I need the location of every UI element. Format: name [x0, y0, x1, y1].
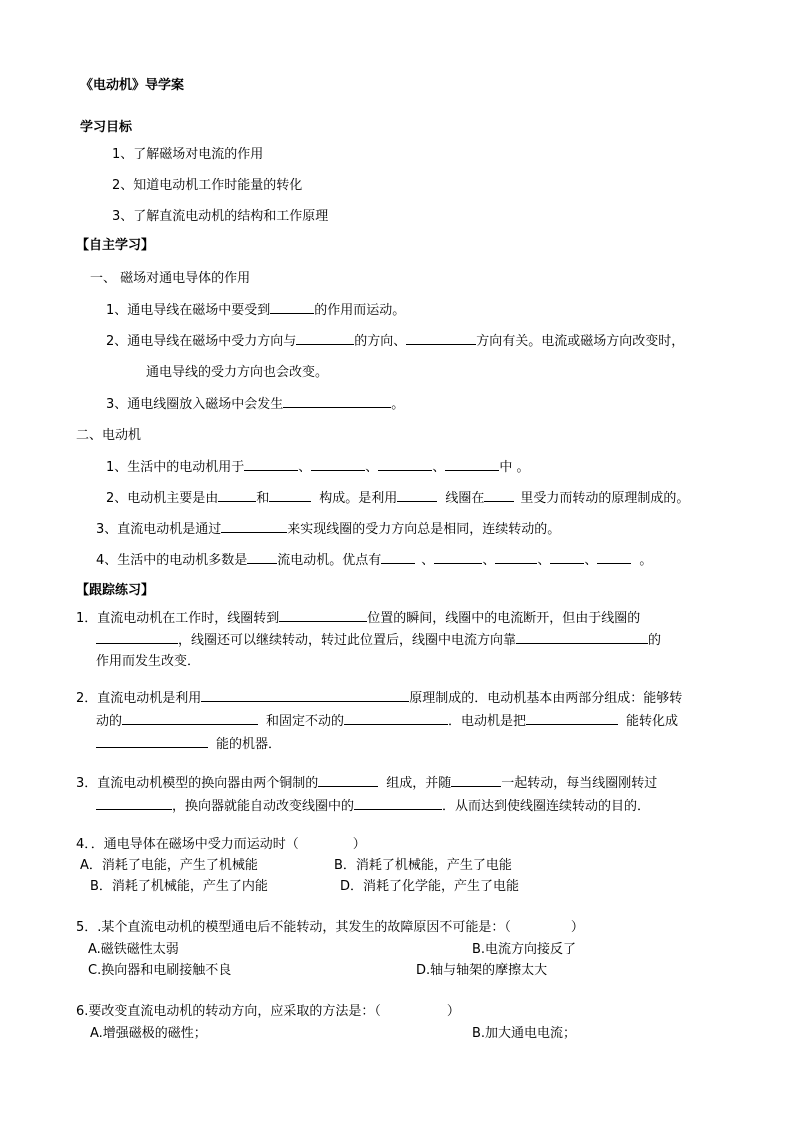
- practice-4-option-d[interactable]: D．消耗了化学能，产生了电能: [340, 879, 520, 894]
- answer-blank[interactable]: [96, 797, 172, 810]
- practice-3-line-2: ，换向器就能自动改变线圈中的 ．从而达到使线圈连续转动的目的．: [96, 797, 650, 816]
- practice-2-line-1: 2．直流电动机是利用 原理制成的．电动机基本由两部分组成：能够转: [76, 691, 683, 706]
- practice-6-option-b[interactable]: B.加大通电电流；: [472, 1026, 577, 1041]
- answer-blank[interactable]: [445, 458, 499, 471]
- answer-blank[interactable]: [516, 631, 648, 644]
- answer-blank[interactable]: [221, 520, 287, 533]
- objective-item: 1、了解磁场对电流的作用: [112, 147, 264, 162]
- practice-1-line-2: ，线圈还可以继续转动，转过此位置后，线圈中电流方向靠 的: [96, 631, 661, 650]
- answer-blank[interactable]: [244, 458, 298, 471]
- answer-blank[interactable]: [283, 395, 391, 408]
- practice-1-line-1: 1．直流电动机在工作时，线圈转到 位置的瞬间，线圈中的电流断开，但由于线圈的: [76, 611, 641, 626]
- answer-blank[interactable]: [269, 489, 311, 502]
- answer-blank[interactable]: [270, 301, 314, 314]
- practice-heading: 【跟踪练习】: [76, 583, 155, 598]
- practice-2-line-3: 能的机器．: [96, 735, 281, 754]
- answer-blank[interactable]: [344, 712, 448, 725]
- answer-blank[interactable]: [597, 551, 631, 564]
- answer-blank[interactable]: [296, 332, 354, 345]
- practice-4-option-a[interactable]: A．消耗了电能，产生了机械能: [80, 858, 258, 873]
- answer-blank[interactable]: [318, 774, 378, 787]
- s1-question-2: 2、通电导线在磁场中受力方向与 的方向、 方向有关。电流或磁场方向改变时，: [106, 334, 685, 349]
- practice-6-question: 6.要改变直流电动机的转动方向，应采取的方法是：（ ）: [76, 1004, 460, 1019]
- answer-blank[interactable]: [550, 551, 584, 564]
- self-study-heading: 【自主学习】: [76, 238, 155, 253]
- s2-question-3: 3、直流电动机是通过 来实现线圈的受力方向总是相同，连续转动的。: [96, 522, 561, 537]
- practice-3-line-1: 3．直流电动机模型的换向器由两个铜制的 组成，并随 一起转动，每当线圈刚转过: [76, 776, 658, 791]
- answer-blank[interactable]: [311, 458, 365, 471]
- s2-question-1: 1、生活中的电动机用于 、 、 、 中 。: [106, 460, 530, 475]
- answer-blank[interactable]: [378, 458, 432, 471]
- practice-1-line-3: 作用而发生改变．: [96, 654, 201, 669]
- answer-blank[interactable]: [406, 332, 476, 345]
- objective-item: 3、了解直流电动机的结构和工作原理: [112, 209, 329, 224]
- answer-blank[interactable]: [201, 689, 409, 702]
- s2-question-2: 2、电动机主要是由 和 构成。是利用 线圈在 里受力而转动的原理制成的。: [106, 491, 690, 506]
- answer-blank[interactable]: [96, 631, 178, 644]
- answer-blank[interactable]: [484, 489, 514, 502]
- practice-2-line-2: 动的 和固定不动的 ．电动机是把 能转化成: [96, 714, 679, 729]
- objectives-heading: 学习目标: [80, 120, 133, 135]
- answer-blank[interactable]: [354, 797, 442, 810]
- practice-5-option-d[interactable]: D.轴与轴架的摩擦太大: [416, 963, 548, 978]
- section1-title: 一、 磁场对通电导体的作用: [90, 271, 251, 286]
- practice-4-option-c[interactable]: B．消耗了机械能，产生了内能: [90, 879, 268, 894]
- answer-blank[interactable]: [451, 774, 501, 787]
- answer-blank[interactable]: [495, 551, 537, 564]
- answer-blank[interactable]: [96, 735, 208, 748]
- practice-5-option-a[interactable]: A.磁铁磁性太弱: [88, 942, 179, 957]
- objective-item: 2、知道电动机工作时能量的转化: [112, 178, 303, 193]
- practice-4-option-b[interactable]: B．消耗了机械能，产生了电能: [334, 858, 512, 873]
- practice-5-question: 5．.某个直流电动机的模型通电后不能转动，其发生的故障原因不可能是：（ ）: [76, 920, 584, 935]
- answer-blank[interactable]: [381, 551, 415, 564]
- answer-blank[interactable]: [434, 551, 482, 564]
- practice-5-option-c[interactable]: C.换向器和电刷接触不良: [88, 963, 232, 978]
- practice-5-option-b[interactable]: B.电流方向接反了: [472, 942, 577, 957]
- page-title: 《电动机》导学案: [80, 78, 185, 93]
- answer-blank[interactable]: [526, 712, 618, 725]
- section2-title: 二、电动机: [76, 428, 142, 443]
- s1-question-1: 1、通电导线在磁场中要受到 的作用而运动。: [106, 303, 406, 318]
- practice-4-question: 4．．通电导体在磁场中受力而运动时（ ）: [76, 837, 366, 852]
- answer-blank[interactable]: [397, 489, 437, 502]
- answer-blank[interactable]: [247, 551, 277, 564]
- practice-6-option-a[interactable]: A.增强磁极的磁性；: [90, 1026, 207, 1041]
- answer-blank[interactable]: [279, 609, 367, 622]
- answer-blank[interactable]: [122, 712, 258, 725]
- s1-question-2-cont: 通电导线的受力方向也会改变。: [146, 365, 329, 380]
- answer-blank[interactable]: [218, 489, 256, 502]
- s2-question-4: 4、生活中的电动机多数是 流电动机。优点有 、 、 、 、 。: [96, 553, 653, 568]
- s1-question-3: 3、通电线圈放入磁场中会发生 。: [106, 397, 405, 412]
